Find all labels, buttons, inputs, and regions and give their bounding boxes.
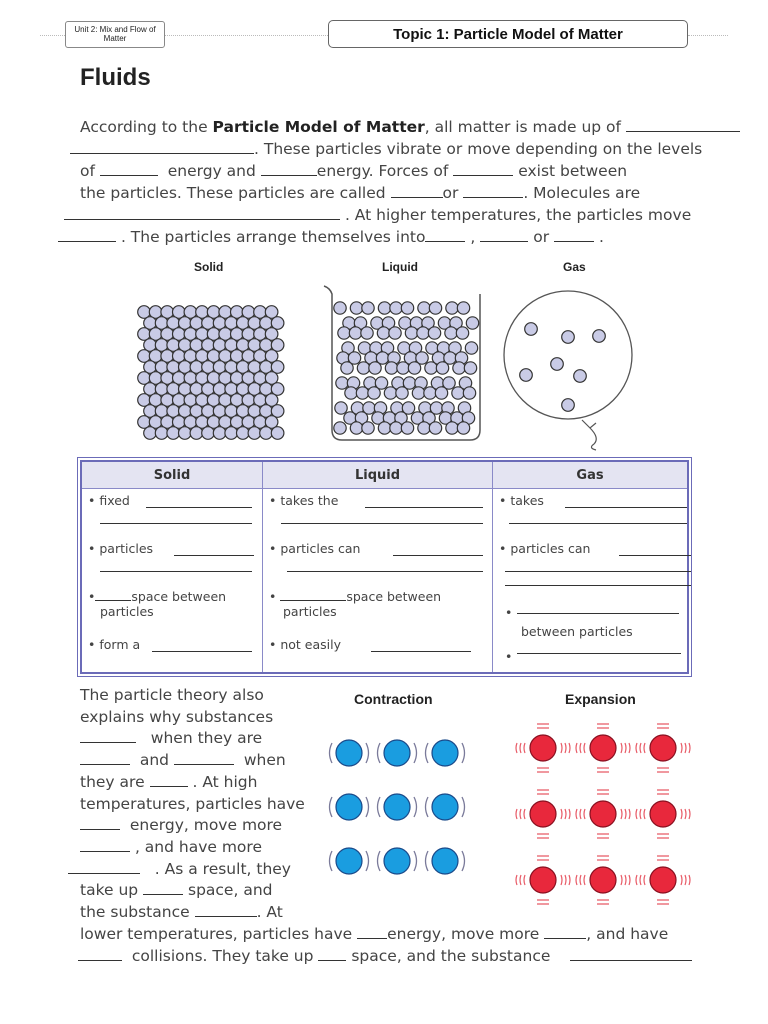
contraction-particle — [336, 848, 362, 874]
expansion-particle — [590, 735, 616, 761]
topic-title: Topic 1: Particle Model of Matter — [328, 20, 688, 48]
liquid-particle — [424, 387, 436, 399]
expansion-particle — [650, 801, 676, 827]
liquid-particle — [389, 327, 401, 339]
liquid-particle — [429, 302, 441, 314]
liquid-particle — [334, 302, 346, 314]
liquid-particle — [446, 422, 458, 434]
liquid-particle — [466, 317, 478, 329]
liquid-particle — [341, 362, 353, 374]
solid-particle — [144, 427, 157, 440]
liquid-particle — [362, 302, 374, 314]
liquid-particle — [390, 302, 402, 314]
liquid-particle — [453, 362, 465, 374]
solid-particle — [213, 427, 226, 440]
liquid-particle — [384, 387, 396, 399]
liquid-particle — [418, 302, 430, 314]
liquid-particle — [350, 302, 362, 314]
contraction-particle — [384, 740, 410, 766]
gas-particle — [562, 399, 575, 412]
liquid-particle — [396, 387, 408, 399]
liquid-particle — [446, 302, 458, 314]
solid-particle — [179, 427, 192, 440]
states-table — [80, 460, 689, 674]
liquid-particle — [369, 362, 381, 374]
liquid-particle — [457, 422, 469, 434]
col-header-solid: Solid — [81, 461, 263, 489]
header-rule-left — [40, 35, 65, 36]
gas-particle — [520, 369, 533, 382]
liquid-particle — [378, 422, 390, 434]
contraction-particle — [336, 740, 362, 766]
liquid-particle — [378, 302, 390, 314]
expansion-diagram — [505, 712, 705, 912]
liquid-particle — [334, 422, 346, 434]
liquid-particle — [356, 387, 368, 399]
intro-paragraph: According to the Particle Model of Matter, all matter is made up of . These particles vibrate or move depending on the levels of energy and energy. Forces of exist between the particles. These particles are called or . Molecules are . At higher temperatures, the particles move . The particles arrange themselves into , or . — [58, 116, 758, 248]
contraction-particle — [432, 794, 458, 820]
liquid-particle — [436, 362, 448, 374]
gas-particle — [562, 331, 575, 344]
liquid-particle — [390, 422, 402, 434]
liquid-particle — [465, 342, 477, 354]
solid-label: Solid — [194, 260, 224, 274]
gas-particle — [593, 330, 606, 343]
liquid-label: Liquid — [382, 260, 418, 274]
unit-label: Unit 2: Mix and Flow of Matter — [65, 21, 165, 48]
expansion-particle — [530, 735, 556, 761]
liquid-particle — [412, 387, 424, 399]
solid-particle — [260, 427, 273, 440]
solid-particle — [155, 427, 168, 440]
closing-paragraph: lower temperatures, particles have energy, move more , and have collisions. They take up space, and the substance — [78, 923, 768, 967]
liquid-particle — [368, 387, 380, 399]
liquid-particle — [463, 387, 475, 399]
liquid-particle — [464, 362, 476, 374]
liquid-particle — [429, 422, 441, 434]
solid-particle — [271, 427, 284, 440]
header-rule-mid — [165, 35, 328, 36]
liquid-particle — [349, 327, 361, 339]
liquid-particle — [335, 402, 347, 414]
contraction-particle — [384, 794, 410, 820]
solid-particle — [202, 427, 215, 440]
page-title: Fluids — [80, 64, 151, 91]
liquid-cell: • takes the • particles can • space between particles • not easily — [263, 489, 493, 674]
liquid-particle — [336, 377, 348, 389]
liquid-particle — [397, 362, 409, 374]
gas-particle — [551, 358, 564, 371]
gas-label: Gas — [563, 260, 586, 274]
liquid-particle — [435, 387, 447, 399]
contraction-particle — [432, 740, 458, 766]
expansion-particle — [530, 867, 556, 893]
expansion-particle — [650, 735, 676, 761]
contraction-particle — [432, 848, 458, 874]
solid-particle — [248, 427, 261, 440]
expansion-title: Expansion — [565, 691, 636, 707]
header-rule-right — [688, 35, 728, 36]
liquid-particle — [338, 327, 350, 339]
liquid-particle — [345, 387, 357, 399]
gas-balloon-diagram — [500, 288, 640, 453]
liquid-particle — [428, 327, 440, 339]
col-header-liquid: Liquid — [263, 461, 493, 489]
expansion-particle — [650, 867, 676, 893]
solid-particle — [225, 427, 238, 440]
contraction-particle — [384, 848, 410, 874]
col-header-gas: Gas — [493, 461, 689, 489]
solid-particles-diagram — [130, 300, 290, 445]
liquid-particle — [408, 362, 420, 374]
expansion-particle — [590, 801, 616, 827]
liquid-particle — [357, 362, 369, 374]
liquid-particle — [456, 327, 468, 339]
liquid-particle — [362, 422, 374, 434]
liquid-particle — [445, 327, 457, 339]
theory-paragraph: The particle theory also explains why substances when they are and when they are . At high temperatures, particles have energy, move more , and have more . As a result, they take up space, and the substance . At — [80, 685, 320, 924]
expansion-particle — [530, 801, 556, 827]
liquid-particle — [405, 327, 417, 339]
liquid-particle — [385, 362, 397, 374]
liquid-particle — [418, 422, 430, 434]
gas-cell: • takes • particles can • between particles • — [493, 489, 689, 674]
gas-particle — [574, 370, 587, 383]
solid-cell: • fixed • particles • space between particles • form a — [81, 489, 263, 674]
liquid-particle — [361, 327, 373, 339]
gas-particle — [525, 323, 538, 336]
liquid-beaker-diagram — [318, 280, 493, 450]
solid-particle — [237, 427, 250, 440]
liquid-particle — [457, 302, 469, 314]
solid-particle — [167, 427, 180, 440]
contraction-title: Contraction — [354, 691, 433, 707]
liquid-particle — [452, 387, 464, 399]
contraction-particle — [336, 794, 362, 820]
liquid-particle — [425, 362, 437, 374]
liquid-particle — [401, 422, 413, 434]
liquid-particle — [350, 422, 362, 434]
solid-particle — [190, 427, 203, 440]
liquid-particle — [401, 302, 413, 314]
liquid-particle — [377, 327, 389, 339]
liquid-particle — [417, 327, 429, 339]
expansion-particle — [590, 867, 616, 893]
contraction-diagram — [322, 722, 472, 892]
